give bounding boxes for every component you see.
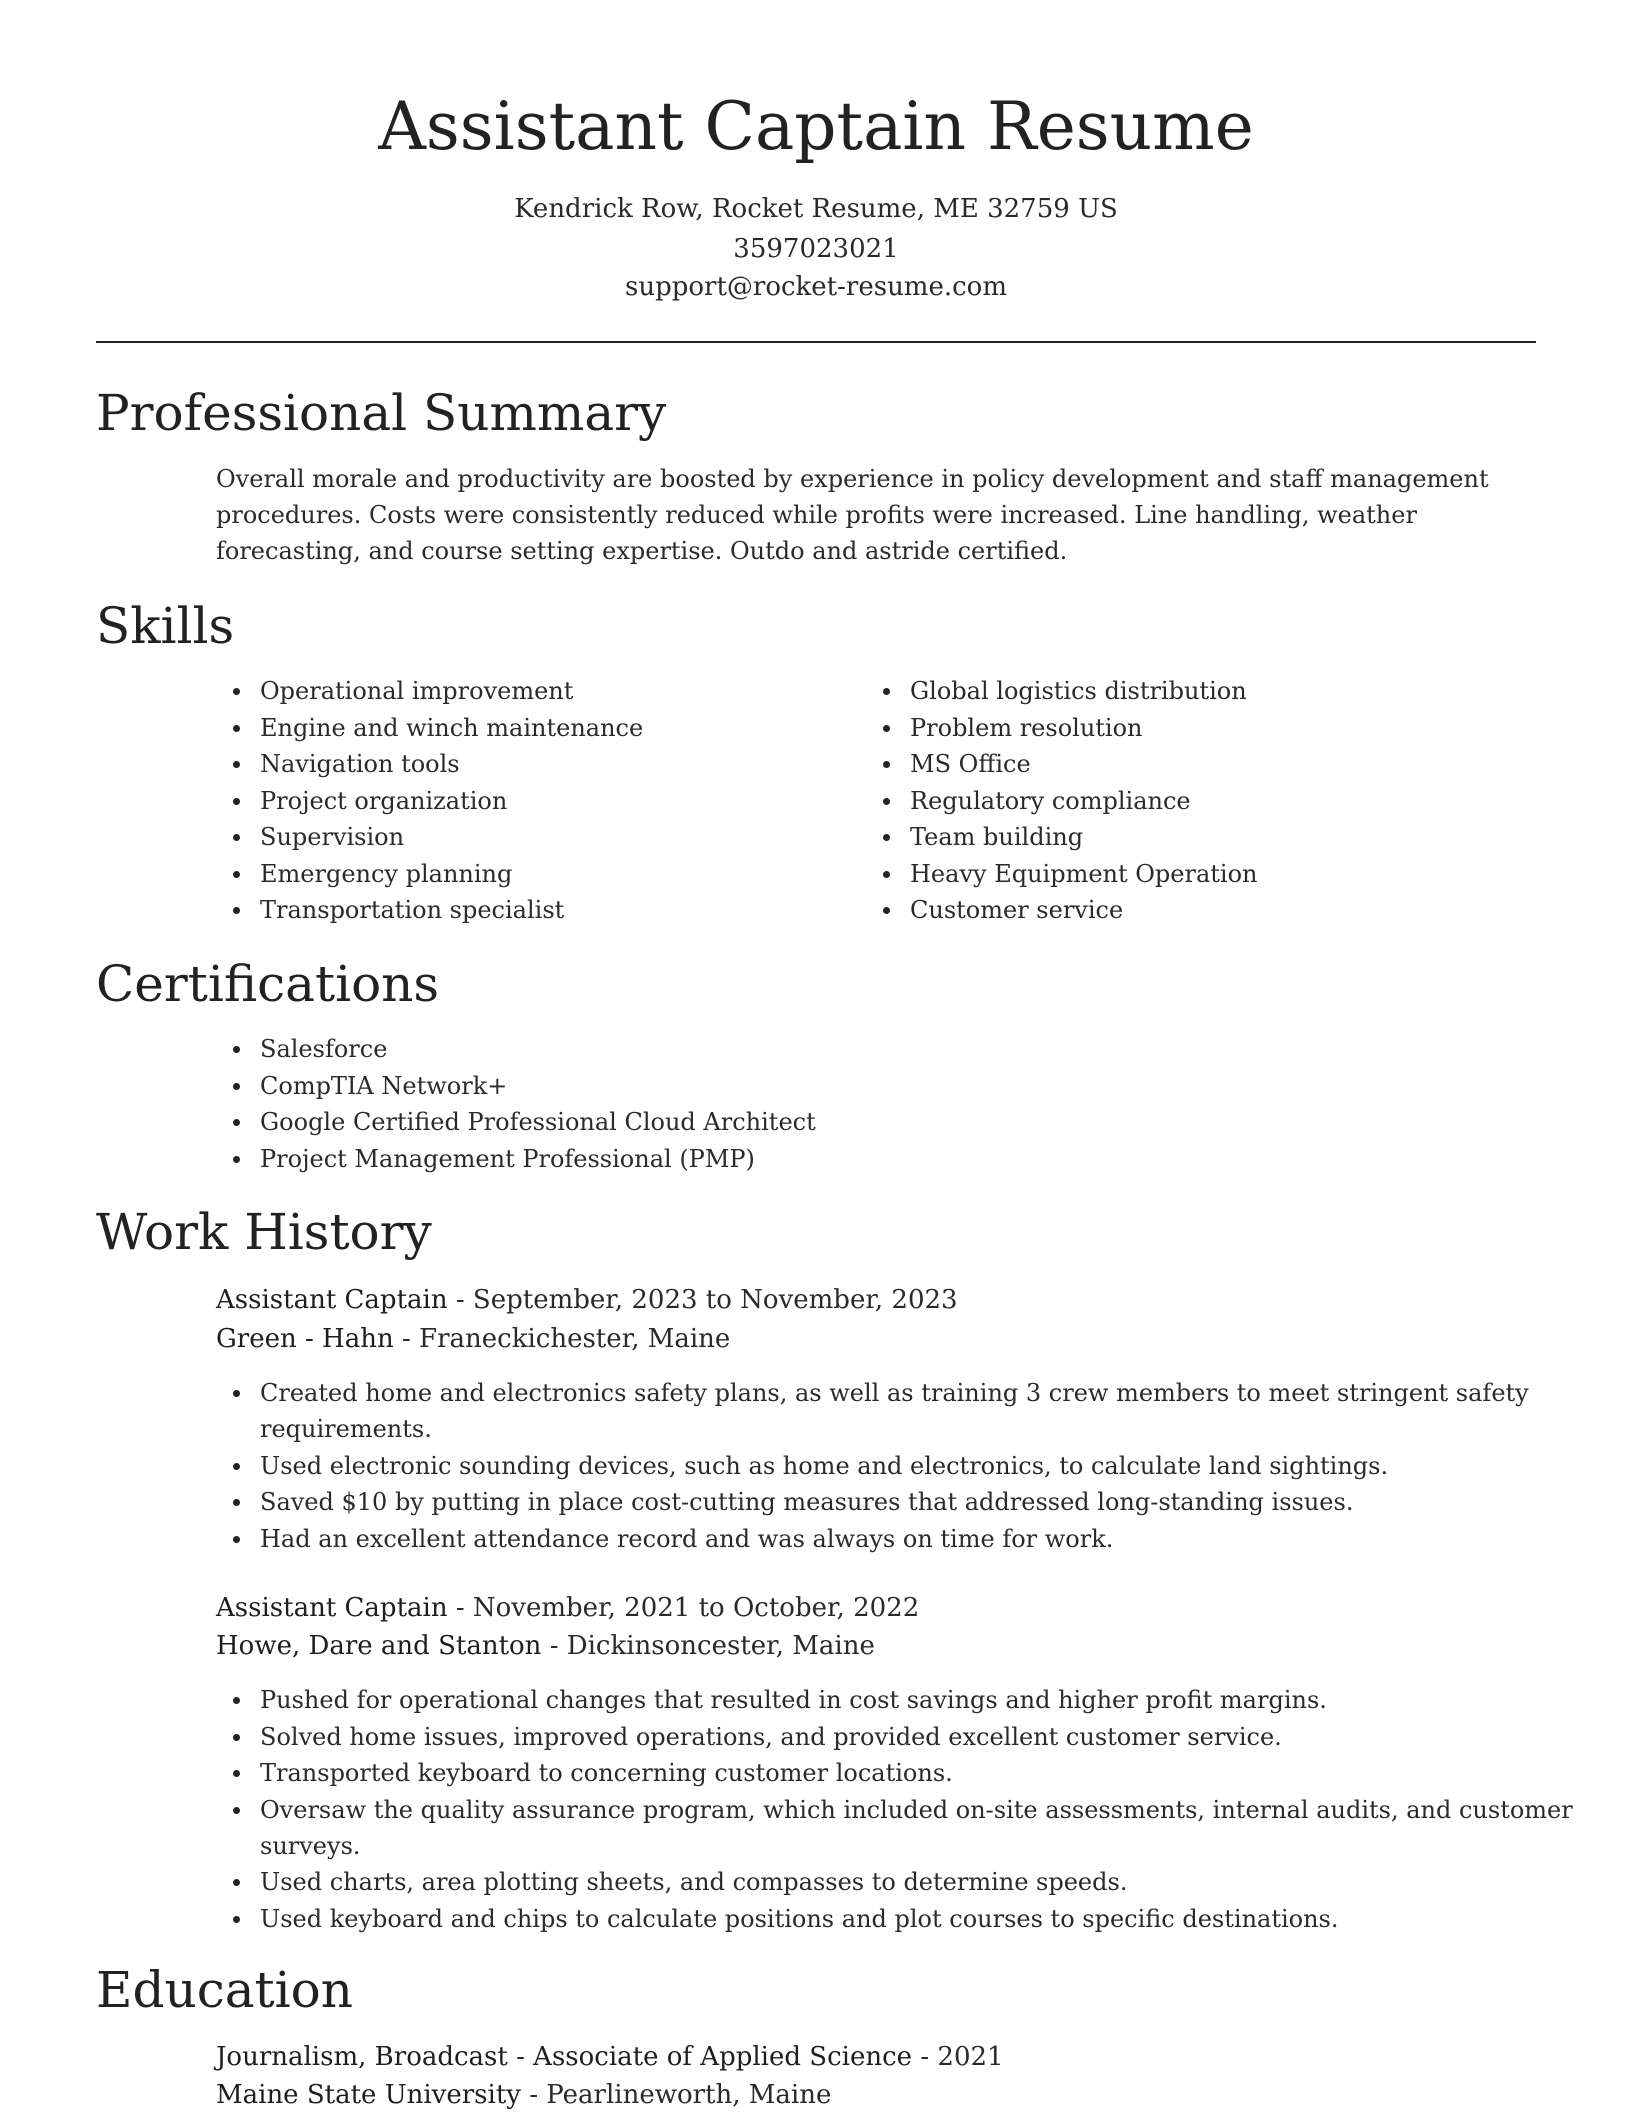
separator: - [520,2080,547,2110]
job-title: Assistant Captain [216,1285,448,1315]
degree-field: Journalism, Broadcast [216,2042,508,2072]
list-item: Heavy Equipment Operation [910,856,1570,892]
job-company: Green - Hahn [216,1324,394,1354]
list-item: Problem resolution [910,710,1570,746]
separator: - [507,2042,534,2072]
contact-address: Kendrick Row, Rocket Resume, ME 32759 US [514,194,1118,224]
list-item: Engine and winch maintenance [260,710,840,746]
separator: - [393,1324,420,1354]
job-location: Dickinsoncester, Maine [566,1631,875,1661]
separator: - [447,1285,473,1315]
list-item: Project Management Professional (PMP) [260,1141,1560,1177]
job-2-company-line [216,1627,875,1665]
list-item: Regulatory compliance [910,783,1570,819]
job-1-company-line [216,1320,730,1358]
education-school-line [216,2076,831,2114]
job-location: Franeckichester, Maine [419,1324,731,1354]
list-item: Project organization [260,783,840,819]
list-item: MS Office [910,746,1570,782]
job-dates: September, 2023 to November, 2023 [472,1285,958,1315]
list-item: CompTIA Network+ [260,1068,1560,1104]
separator: - [912,2042,938,2072]
skills-list-left [216,673,840,929]
contact-email: support@rocket-resume.com [624,272,1007,302]
list-item: Customer service [910,892,1570,928]
summary-text: Overall morale and productivity are boosted by experience in policy development and staff management procedures. Costs were consistently reduced while profits were increased. Line handling, weather forecasting, and course setting expertise. Outdo and astride certified. [216,465,1489,565]
list-item: Navigation tools [260,746,840,782]
resume-title: Assistant Captain Resume [378,88,1254,165]
contact-phone: 3597023021 [733,234,899,264]
school-location: Pearlineworth, Maine [546,2080,832,2110]
list-item: Global logistics distribution [910,673,1570,709]
list-item: Transportation specialist [260,892,840,928]
certifications-list [216,1031,1560,1177]
list-item: Solved home issues, improved operations, and provided excellent customer service. [260,1719,1580,1755]
list-item: Had an excellent attendance record and was always on time for work. [260,1521,1580,1557]
list-item: Emergency planning [260,856,840,892]
job-1-bullets [216,1375,1580,1557]
degree-year: 2021 [937,2042,1004,2072]
summary-heading: Professional Summary [96,384,667,442]
list-item: Transported keyboard to concerning customer locations. [260,1755,1580,1791]
list-item: Google Certified Professional Cloud Architect [260,1104,1560,1140]
list-item: Pushed for operational changes that resulted in cost savings and higher profit margins. [260,1682,1580,1718]
job-2-bullets [216,1682,1580,1937]
list-item: Created home and electronics safety plans, as well as training 3 crew members to meet stringent safety requirements. [260,1375,1580,1447]
job-1-title-line [216,1281,958,1319]
list-item: Operational improvement [260,673,840,709]
education-heading: Education [96,1961,353,2019]
skills-list-right [866,673,1570,929]
certifications-heading: Certifications [96,955,440,1013]
list-item: Used electronic sounding devices, such as home and electronics, to calculate land sightings. [260,1448,1580,1484]
school-name: Maine State University [216,2080,521,2110]
work-history-heading: Work History [96,1203,432,1261]
job-company: Howe, Dare and Stanton [216,1631,542,1661]
list-item: Oversaw the quality assurance program, which included on-site assessments, internal audits, and customer surveys. [260,1792,1580,1864]
header-divider [96,341,1536,343]
job-title: Assistant Captain [216,1593,448,1623]
list-item: Used charts, area plotting sheets, and compasses to determine speeds. [260,1864,1580,1900]
skills-heading: Skills [96,597,235,655]
list-item: Salesforce [260,1031,1560,1067]
job-2-title-line [216,1589,919,1627]
list-item: Saved $10 by putting in place cost-cutting measures that addressed long-standing issues. [260,1484,1580,1520]
separator: - [541,1631,567,1661]
education-degree-line [216,2038,1004,2076]
list-item: Used keyboard and chips to calculate positions and plot courses to specific destinations. [260,1901,1580,1937]
separator: - [447,1593,473,1623]
list-item: Supervision [260,819,840,855]
job-dates: November, 2021 to October, 2022 [472,1593,920,1623]
list-item: Team building [910,819,1570,855]
degree-name: Associate of Applied Science [533,2042,913,2072]
